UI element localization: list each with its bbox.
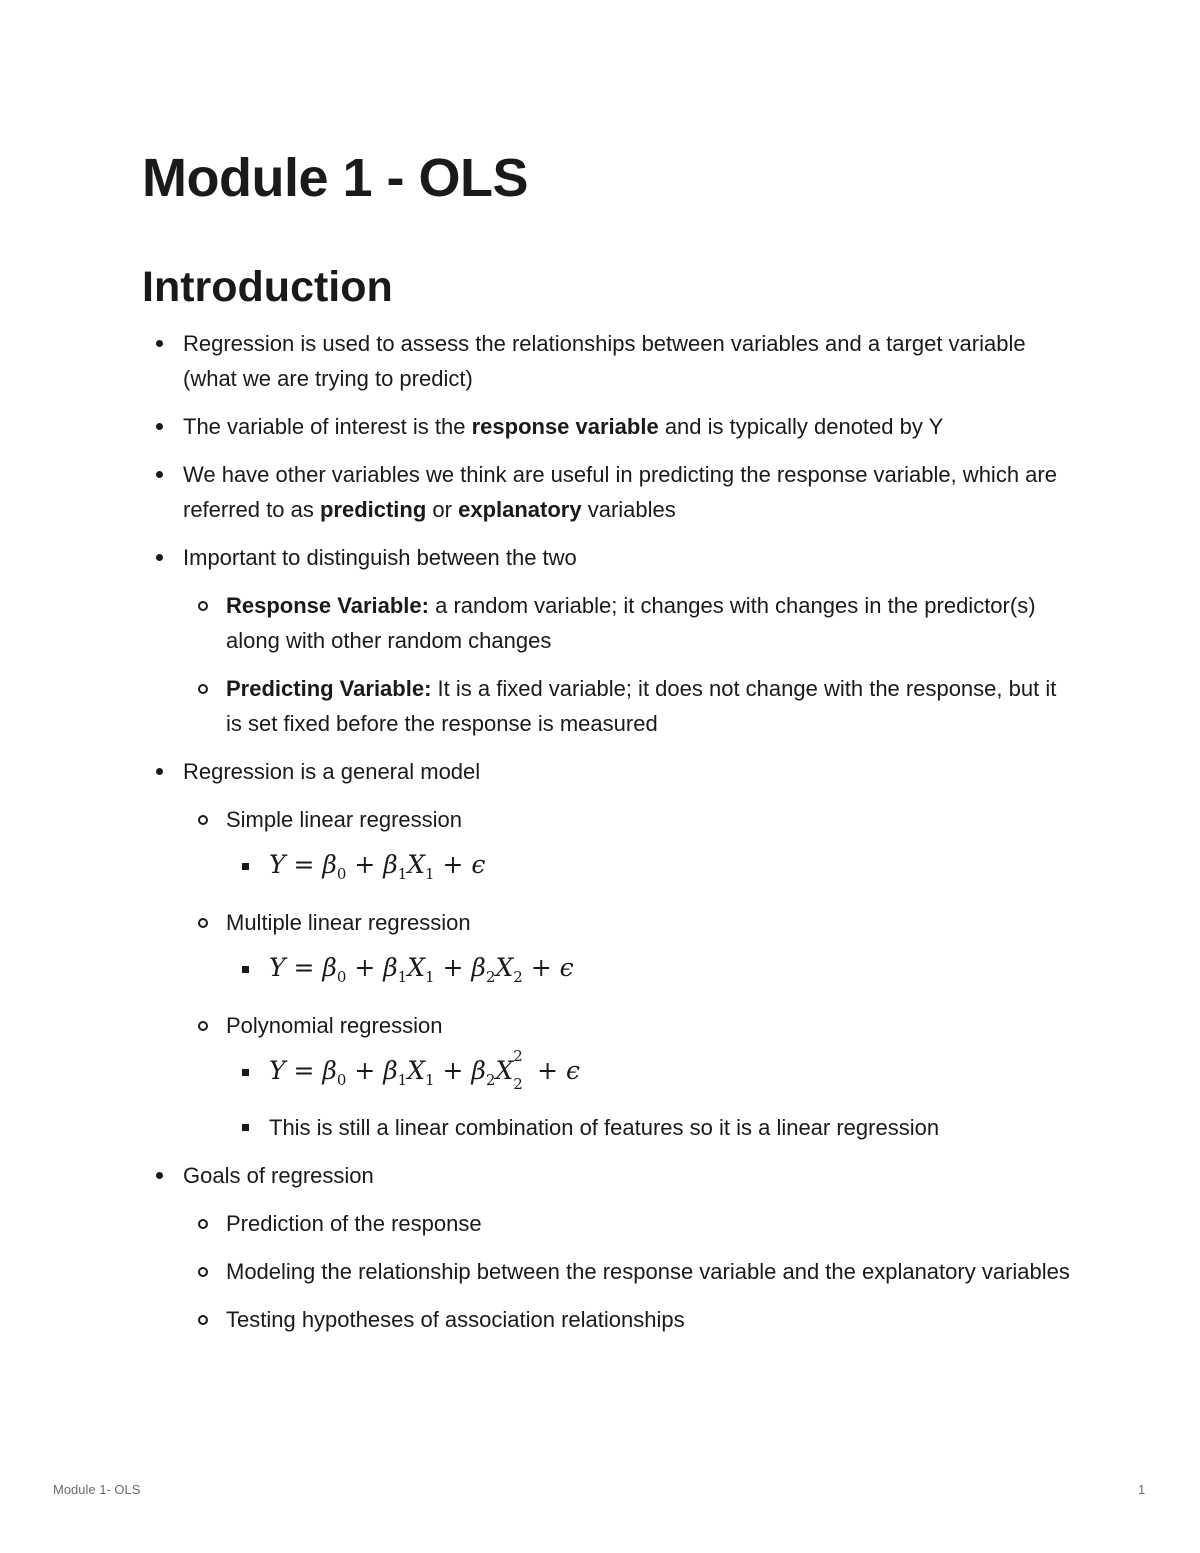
sub-list-item: Response Variable: a random variable; it changes with changes in the predictor(s) along with other random changes [183, 588, 1072, 658]
sub-sub-list [226, 950, 1072, 995]
sub-sub-list [226, 847, 1072, 892]
sub-list-item: Prediction of the response [183, 1206, 1072, 1241]
sub-list [183, 802, 1072, 1145]
bullet-list [142, 326, 1072, 1337]
page-title: Module 1 - OLS [142, 148, 529, 208]
sub-list-item: Modeling the relationship between the response variable and the explanatory variables [183, 1254, 1072, 1289]
footer-title: Module 1- OLS [53, 1482, 141, 1497]
equation-simple: $Y = \beta_0 + \beta_1X_1 + \epsilon$ [226, 847, 1072, 892]
list-item: Regression is a general model Simple linear regression $Y = \beta_0 + \beta_1X_1 + \epsilon$ Multiple linear regression $Y = \beta_0 + \beta_1X_1 + \beta_2X_2 + \epsilon$ Polynomial regression $Y = \beta_0 + \beta_1X_1 + \beta_2X$ 2 2 + ϵ This is still a linear combination of features so it is a linear regression [142, 754, 1072, 1145]
sub-list [183, 588, 1072, 741]
list-item: We have other variables we think are useful in predicting the response variable, which are referred to as predicting or explanatory variables [142, 457, 1072, 527]
sub-list-item: Testing hypotheses of association relationships [183, 1302, 1072, 1337]
sub-sub-list [226, 1047, 1072, 1145]
equation-polynomial: $Y = \beta_0 + \beta_1X_1 + \beta_2X$ 2 2 + ϵ [226, 1053, 1072, 1098]
content-body [142, 326, 1072, 1350]
sub-sub-list-item: This is still a linear combination of features so it is a linear regression [226, 1110, 1072, 1145]
sub-list-item: Multiple linear regression $Y = \beta_0 + \beta_1X_1 + \beta_2X_2 + \epsilon$ [183, 905, 1072, 995]
list-item: Goals of regression Prediction of the response Modeling the relationship between the response variable and the explanatory variables Testing hypotheses of association relationships [142, 1158, 1072, 1337]
list-item: The variable of interest is the response variable and is typically denoted by Y [142, 409, 1072, 444]
sub-list-item: Polynomial regression $Y = \beta_0 + \beta_1X_1 + \beta_2X$ 2 2 + ϵ This is still a linear combination of features so it is a linear regression [183, 1008, 1072, 1145]
section-heading: Introduction [142, 263, 393, 311]
list-item: Regression is used to assess the relationships between variables and a target variable (what we are trying to predict) [142, 326, 1072, 396]
equation-multiple: $Y = \beta_0 + \beta_1X_1 + \beta_2X_2 + \epsilon$ [226, 950, 1072, 995]
sub-list-item: Simple linear regression $Y = \beta_0 + \beta_1X_1 + \epsilon$ [183, 802, 1072, 892]
sub-list-item: Predicting Variable: It is a fixed variable; it does not change with the response, but it is set fixed before the response is measured [183, 671, 1072, 741]
sub-list [183, 1206, 1072, 1337]
list-item: Important to distinguish between the two Response Variable: a random variable; it changes with changes in the predictor(s) along with other random changes Predicting Variable: It is a fixed variable; it does not change with the response, but it is set fixed before the response is measured [142, 540, 1072, 741]
page-number: 1 [1138, 1482, 1146, 1497]
